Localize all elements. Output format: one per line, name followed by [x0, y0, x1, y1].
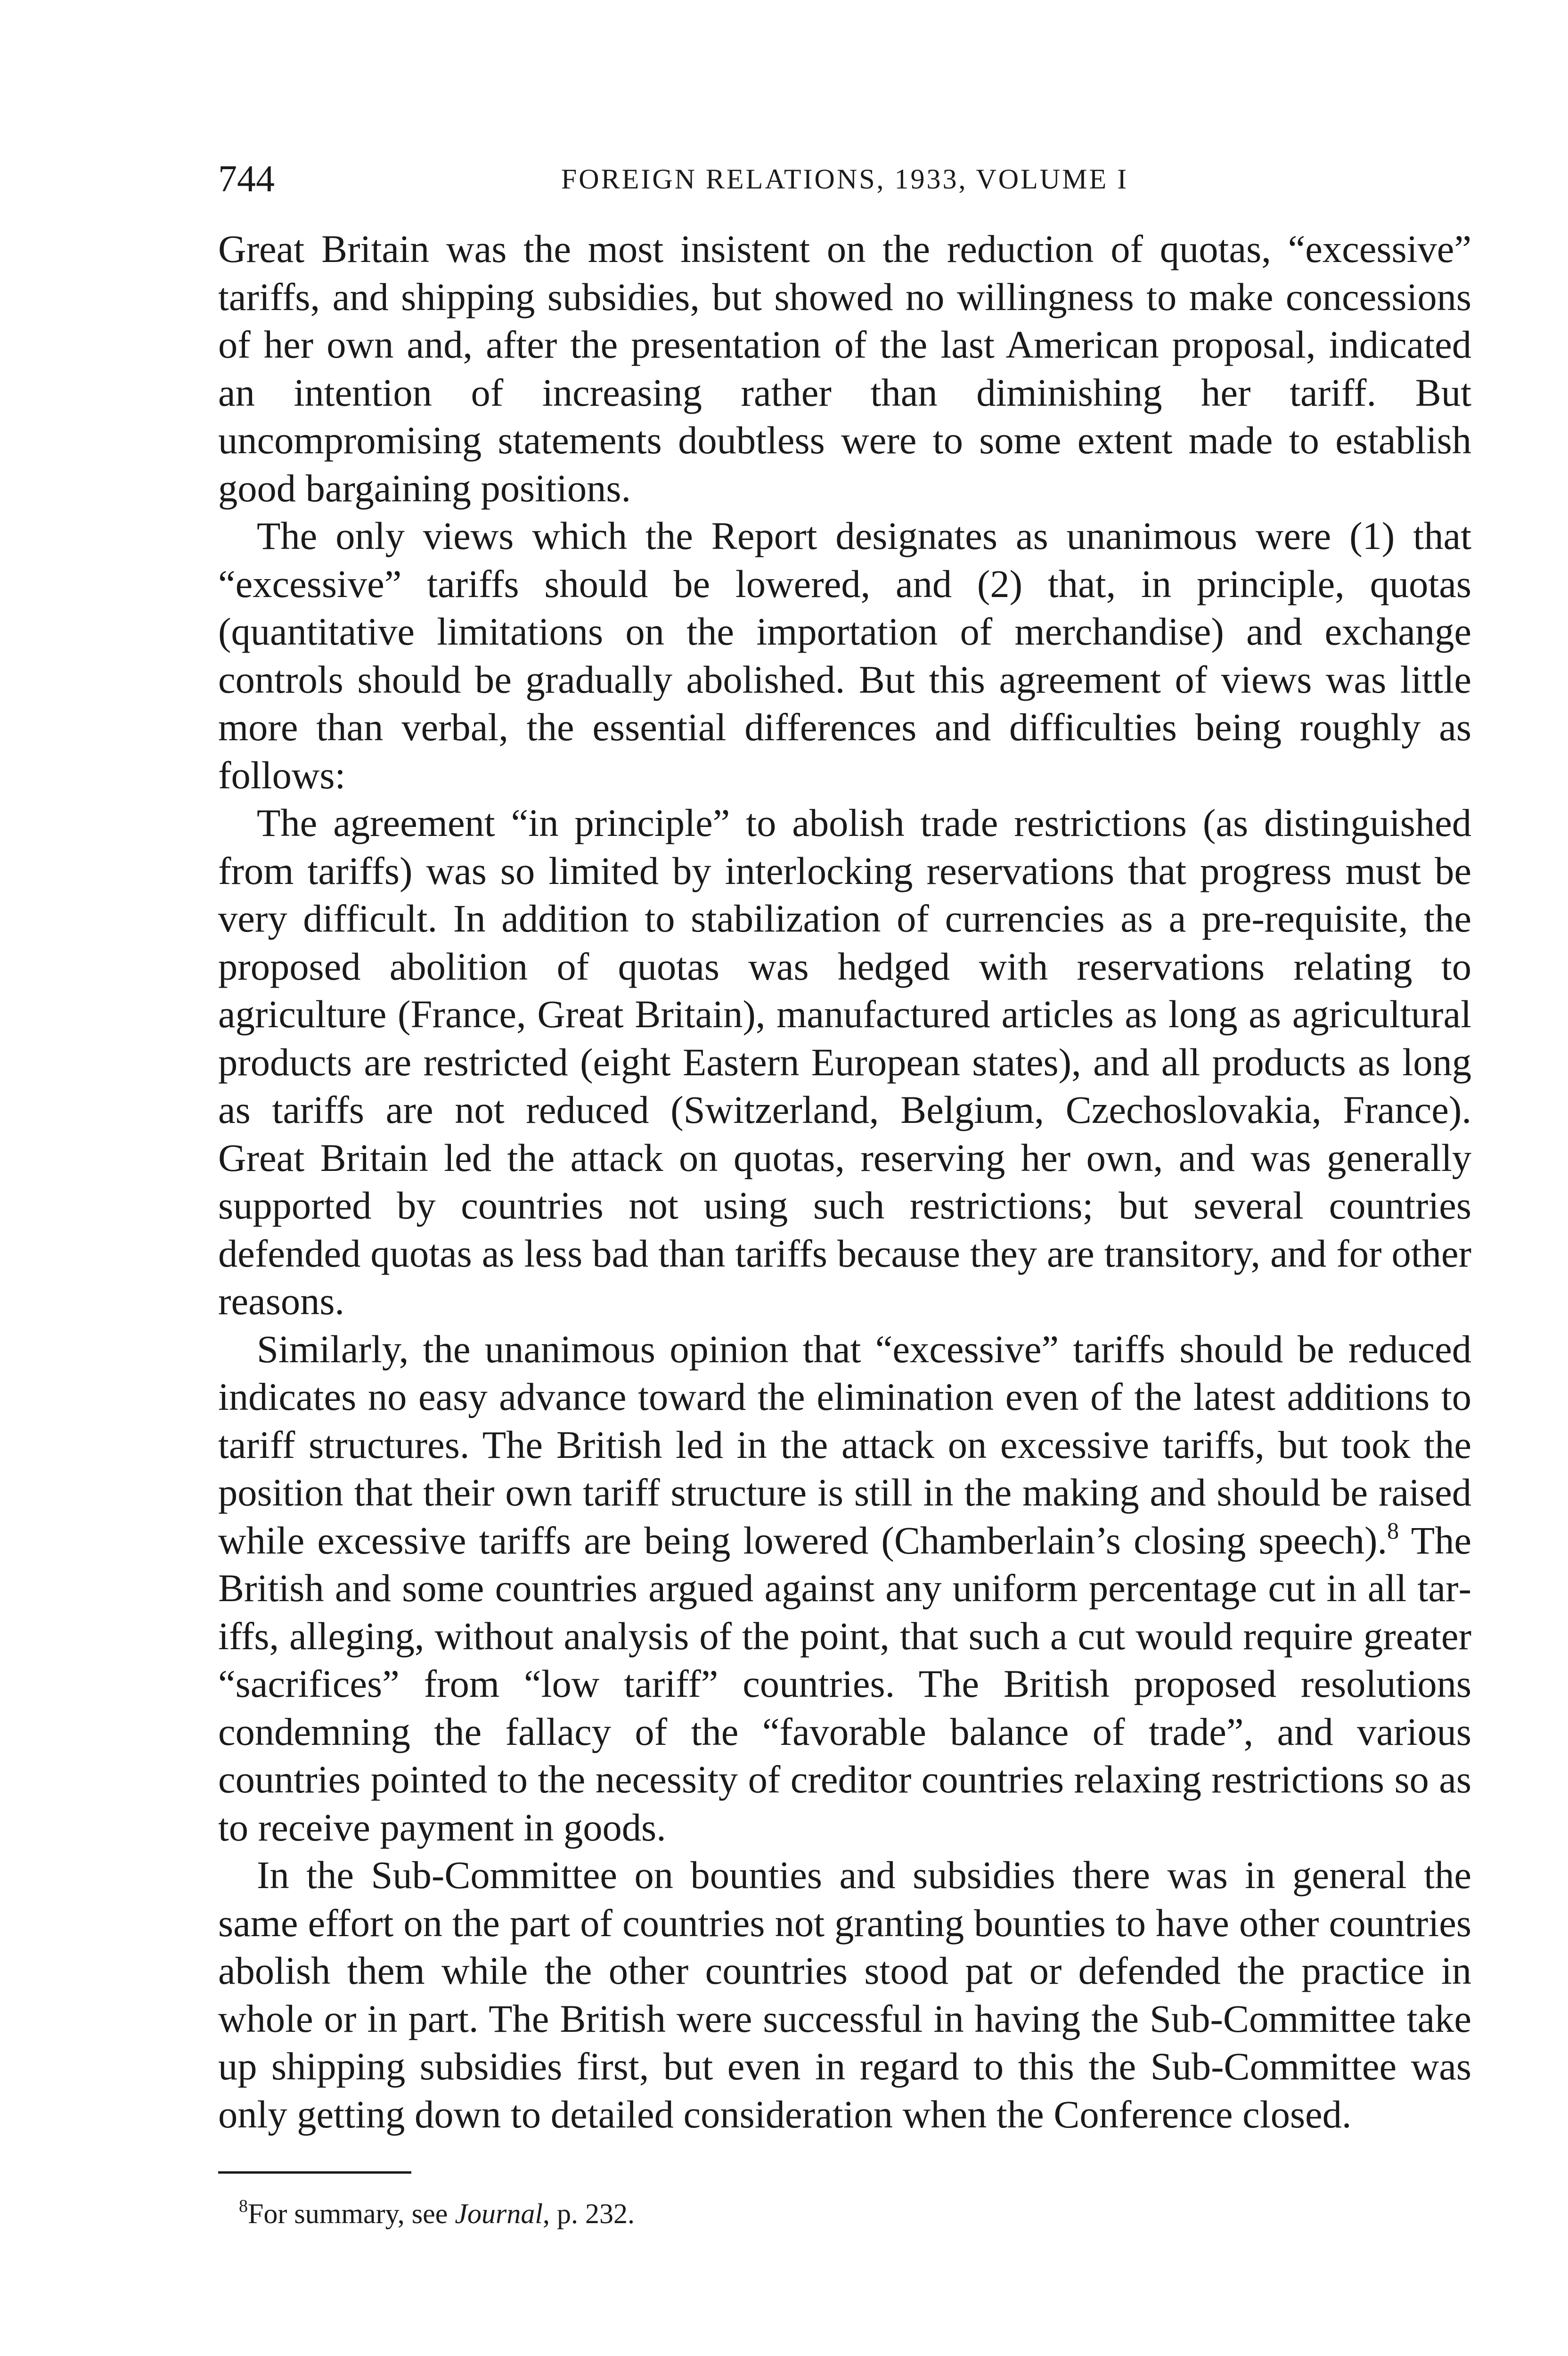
document-page: [218, 155, 1471, 2233]
footnote-reference: 8: [1387, 1517, 1399, 1544]
running-title: FOREIGN RELATIONS, 1933, VOLUME I: [561, 164, 1129, 195]
paragraph-4-text-a: Similarly, the unanimous opinion that “excessive” tariffs should be reduced indicates no easy advance toward the elimination even of the latest additions to tariff structures. The British led in the attack on excessive tariffs, but took the position that their own tariff structure is still in the making and should be raised while excessive tariffs are being lowered (Chamberlain’s closing speech).: [218, 1327, 1471, 1562]
paragraph-2: The only views which the Report designates as unanimous were (1) that “excessive” tariffs should be lowered, and (2) that, in principle, quotas (quantitative limitations on the importation of merchandise) and exchange controls should be gradually abolished. But this agreement of views was little more than verbal, the essential differences and difficulties being roughly as follows:: [218, 514, 1471, 797]
paragraph-4-text-b: The British and some countries argued against any uniform percentage cut in all tariffs, alleging, without analysis of the point, that such a cut would require greater “sacrifices” from “low tariff” countries. The British proposed resolutions condemning the fallacy of the “favorable balance of trade”, and various countries pointed to the necessity of creditor countries relaxing restrictions so as to receive payment in goods.: [218, 1518, 1471, 1849]
paragraph-3: The agreement “in principle” to abolish trade restrictions (as distinguished from tariffs) was so limited by interlocking reservations that progress must be very difficult. In addition to stabilization of currencies as a pre-requisite, the proposed abolition of quotas was hedged with reservations relating to agriculture (France, Great Britain), manufactured articles as long as agricultural products are restricted (eight Eastern European states), and all products as long as tariffs are not reduced (Switzerland, Belgium, Czechoslovakia, France). Great Britain led the attack on quotas, reserving her own, and was generally supported by countries not using such restrictions; but several countries defended quotas as less bad than tariffs because they are transitory, and for other reasons.: [218, 801, 1471, 1323]
footnote: [218, 2195, 1471, 2233]
page-number: 744: [218, 158, 275, 200]
paragraph-1: Great Britain was the most insistent on the reduction of quotas, “excessive” tariffs, and shipping subsidies, but showed no willingness to make concessions of her own and, after the presentation of the last American proposal, indicated an intention of increasing rather than diminishing her tariff. But uncompromising statements doubtless were to some extent made to establish good bargaining positions.: [218, 227, 1471, 510]
footnote-text-before: For summary, see: [248, 2198, 455, 2229]
footnote-mark: 8: [239, 2196, 248, 2216]
footnote-journal-title: Journal: [455, 2198, 543, 2229]
body-text: [218, 225, 1471, 2138]
paragraph-4: [218, 1325, 1471, 1852]
footnote-text-after: , p. 232.: [543, 2198, 635, 2229]
running-head: [218, 155, 1471, 203]
footnote-rule: [218, 2171, 411, 2174]
paragraph-5: In the Sub-Committee on bounties and subsidies there was in general the same effort on the part of countries not granting bounties to have other countries abolish them while the other countries stood pat or defended the practice in whole or in part. The British were successful in having the Sub-Committee take up shipping subsidies first, but even in regard to this the Sub-Committee was only getting down to detailed consideration when the Conference closed.: [218, 1853, 1471, 2136]
